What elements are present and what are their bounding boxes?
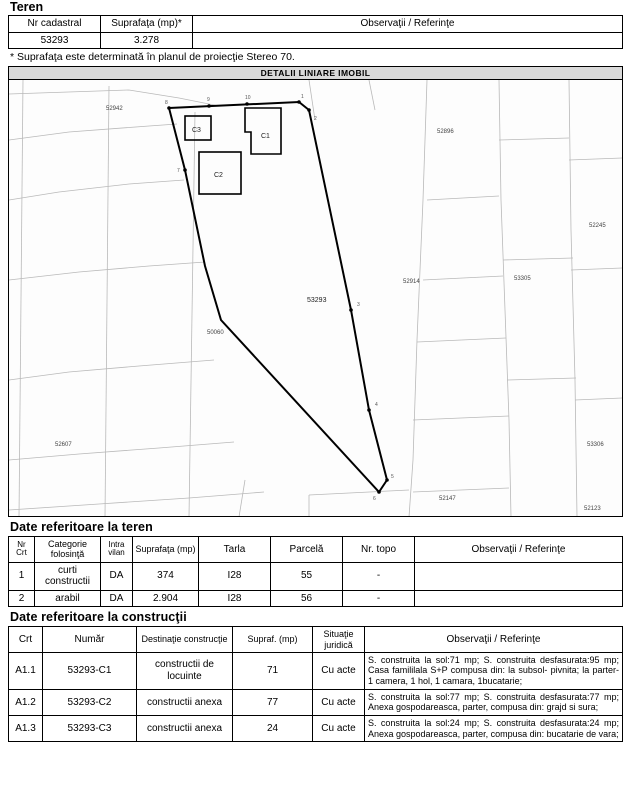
building-label-c3: C3 <box>192 127 201 134</box>
vertex-label: 2 <box>314 116 317 122</box>
neighbor-label: 52914 <box>403 279 420 285</box>
cell-suprafata: 24 <box>233 715 313 741</box>
stereo-note: * Suprafaţa este determinată în planul de proiecţie Stereo 70. <box>10 51 295 63</box>
header-intravilan: Intra vilan <box>101 537 133 563</box>
header-nr-topo: Nr. topo <box>343 537 415 563</box>
vertex-label: 5 <box>391 474 394 480</box>
cell-intravilan: DA <box>101 590 133 607</box>
cell-observatii <box>415 590 623 607</box>
map-container <box>8 66 623 517</box>
cell-categorie: arabil <box>35 590 101 607</box>
table-row <box>9 32 623 49</box>
neighbor-label: 53306 <box>587 442 604 448</box>
cell-destinatie: constructii de locuinte <box>137 652 233 689</box>
cell-tarla: I28 <box>199 562 271 590</box>
header-observatii: Observaţii / Referinţe <box>365 627 623 653</box>
table-row <box>9 562 623 590</box>
header-crt: Crt <box>9 627 43 653</box>
cell-destinatie: constructii anexa <box>137 715 233 741</box>
header-observatii: Observaţii / Referinţe <box>415 537 623 563</box>
cell-numar: 53293-C1 <box>43 652 137 689</box>
neighbor-label: 52147 <box>439 496 456 502</box>
cell-suprafata: 2.904 <box>133 590 199 607</box>
cell-numar: 53293-C2 <box>43 689 137 715</box>
cell-tarla: I28 <box>199 590 271 607</box>
cell-situatie-juridica: Cu acte <box>313 689 365 715</box>
table-header-row <box>9 627 623 653</box>
building-label-c2: C2 <box>214 172 223 179</box>
neighbor-label: 52896 <box>437 129 454 135</box>
page-title: Teren <box>10 0 44 14</box>
cell-topo: - <box>343 562 415 590</box>
table-row <box>9 689 623 715</box>
neighbor-label: 52245 <box>589 223 606 229</box>
header-situatie-juridica: Situaţie juridică <box>313 627 365 653</box>
table-header-row <box>9 16 623 33</box>
cell-observatii <box>415 562 623 590</box>
header-suprafata: Suprafaţa (mp)* <box>101 16 193 33</box>
vertex-label: 9 <box>207 97 210 103</box>
teren-details-table <box>8 536 623 607</box>
neighbor-label: 52123 <box>584 506 601 512</box>
cell-nr: 1 <box>9 562 35 590</box>
cell-topo: - <box>343 590 415 607</box>
map-header-label: DETALII LINIARE IMOBIL <box>9 67 622 80</box>
cell-nr-cadastral: 53293 <box>9 32 101 49</box>
neighbor-label: 53305 <box>514 276 531 282</box>
table-row <box>9 715 623 741</box>
cell-numar: 53293-C3 <box>43 715 137 741</box>
cell-observatii <box>193 32 623 49</box>
table-row <box>9 652 623 689</box>
cell-crt: A1.2 <box>9 689 43 715</box>
vertex-label: 7 <box>177 168 180 174</box>
header-nr-cadastral: Nr cadastral <box>9 16 101 33</box>
teren-summary-table <box>8 15 623 49</box>
header-numar: Număr <box>43 627 137 653</box>
cell-situatie-juridica: Cu acte <box>313 715 365 741</box>
cadastral-map <box>9 80 622 517</box>
cell-parcela: 56 <box>271 590 343 607</box>
header-parcela: Parcelă <box>271 537 343 563</box>
building-label-c1: C1 <box>261 133 270 140</box>
header-destinatie: Destinaţie construcţie <box>137 627 233 653</box>
vertex-label: 4 <box>375 402 378 408</box>
cell-intravilan: DA <box>101 562 133 590</box>
cell-destinatie: constructii anexa <box>137 689 233 715</box>
cell-situatie-juridica: Cu acte <box>313 652 365 689</box>
vertex-label: 8 <box>165 100 168 106</box>
constructii-section-title: Date referitoare la construcţii <box>10 610 187 625</box>
header-supraf: Supraf. (mp) <box>233 627 313 653</box>
vertex-label: 6 <box>373 496 376 502</box>
cell-suprafata: 77 <box>233 689 313 715</box>
cell-categorie: curti constructii <box>35 562 101 590</box>
header-nr-crt: Nr Crt <box>9 537 35 563</box>
cell-observatii: S. construita la sol:71 mp; S. construita desfasurata:95 mp; Casa famililala S+P compusa din: la subsol- pivnita; la parter- 1 camera, 1 hol, 1 camara, 1bucatarie; <box>365 652 623 689</box>
table-row <box>9 590 623 607</box>
header-tarla: Tarla <box>199 537 271 563</box>
cell-suprafata: 71 <box>233 652 313 689</box>
neighbor-label: 52942 <box>106 106 123 112</box>
cell-suprafata: 3.278 <box>101 32 193 49</box>
cell-nr: 2 <box>9 590 35 607</box>
teren-section-title: Date referitoare la teren <box>10 520 153 534</box>
parcel-label-53293: 53293 <box>307 297 327 304</box>
cell-suprafata: 374 <box>133 562 199 590</box>
cell-parcela: 55 <box>271 562 343 590</box>
cell-crt: A1.3 <box>9 715 43 741</box>
cell-observatii: S. construita la sol:24 mp; S. construita desfasurata:24 mp; Anexa gospodareasca, parter, compusa din: bucatarie de vara; <box>365 715 623 741</box>
vertex-label: 3 <box>357 302 360 308</box>
header-observatii: Observaţii / Referinţe <box>193 16 623 33</box>
table-header-row <box>9 537 623 563</box>
neighbor-label: 52607 <box>55 442 72 448</box>
constructii-details-table <box>8 626 623 742</box>
header-suprafata: Suprafaţa (mp) <box>133 537 199 563</box>
neighbor-label: 50060 <box>207 330 224 336</box>
cell-observatii: S. construita la sol:77 mp; S. construita desfasurata:77 mp; Anexa gospodareasca, parter, compusa din: grajd si sura; <box>365 689 623 715</box>
header-categorie: Categorie folosinţă <box>35 537 101 563</box>
cell-crt: A1.1 <box>9 652 43 689</box>
vertex-label: 10 <box>245 95 251 101</box>
vertex-label: 1 <box>301 94 304 100</box>
